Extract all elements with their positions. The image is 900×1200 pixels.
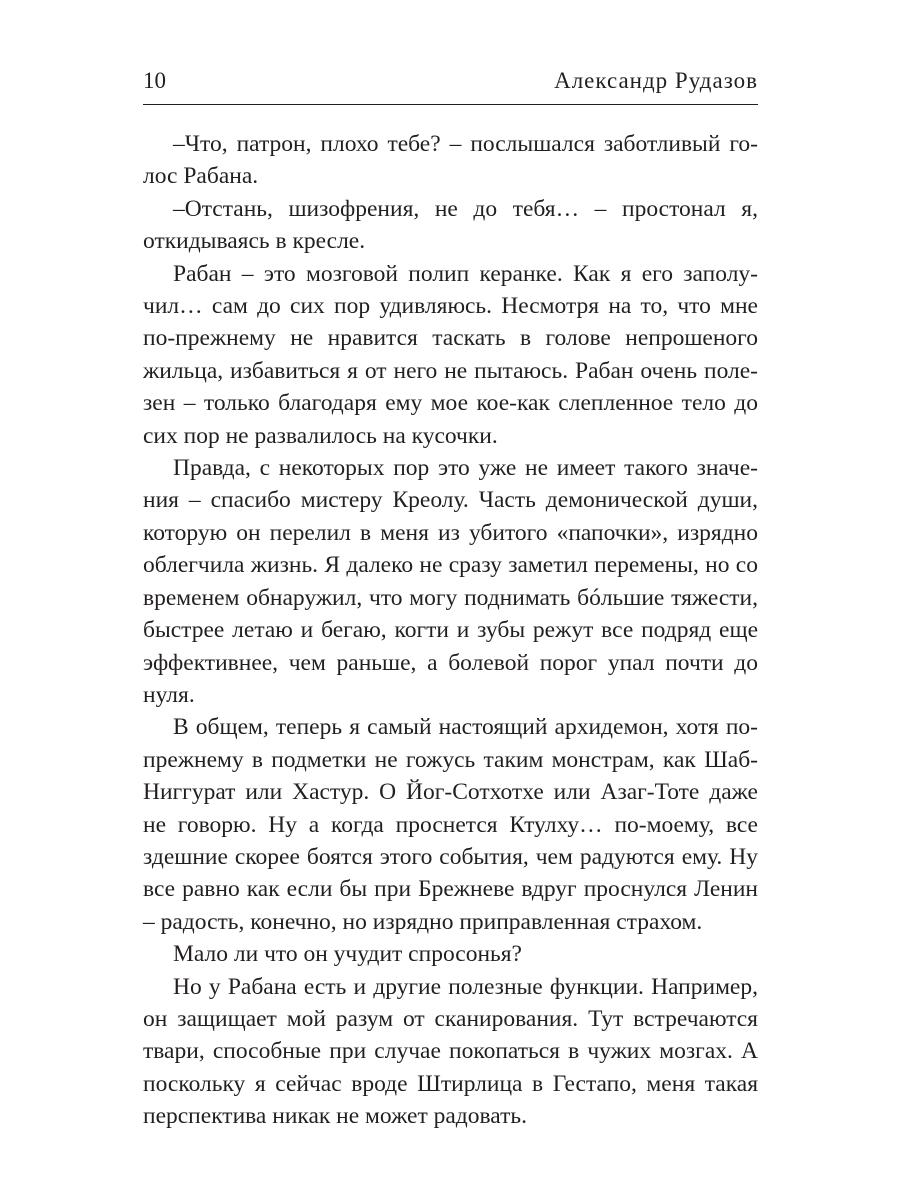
paragraph: Рабан – это мозговой полип керанке. Как я его заполучил… сам до сих пор удивляюсь. Несмотря на то, что мне по-прежнему не нравится таскать в голове непрошеного жильца, избавиться я от него не пытаюсь. Рабан очень полезен – только благодаря ему мое кое-как слепленное тело до сих пор не развалилось на кусочки. [143, 260, 758, 449]
paragraph: В общем, теперь я самый настоящий архидемон, хотя по-прежнему в подметки не гожусь таким монстрам, как Шаб-Ниггурат или Хастур. О Йог-Сотхотхе или Азаг-Тоте даже не говорю. Ну а когда проснется Ктулху… по-моему, все здешние скорее боятся этого события, чем радуются ему. Ну все равно как если бы при Брежневе вдруг проснулся Ленин – радость, конечно, но изрядно приправленная страхом. [143, 714, 758, 935]
paragraph: Правда, с некоторых пор это уже не имеет такого значения – спасибо мистеру Креолу. Часть демонической души, которую он перелил в меня из убитого «папочки», изрядно облегчила жизнь. Я далеко не сразу заметил перемены, но со временем обнаружил, что могу поднимать бóльшие тяжести, быстрее летаю и бегаю, когти и зубы режут все подряд еще эффективнее, чем раньше, а болевой порог упал почти до нуля. [143, 455, 758, 708]
header-rule [143, 104, 758, 105]
paragraph: –Отстань, шизофрения, не до тебя… – простонал я, откидываясь в кресле. [143, 195, 758, 255]
page-number: 10 [143, 68, 166, 93]
body-text [143, 128, 758, 1133]
paragraph: Мало ли что он учудит спросонья? [173, 941, 522, 968]
paragraph: Но у Рабана есть и другие полезные функции. Например, он защищает мой разум от сканирования. Тут встречаются твари, способные при случае покопаться в чужих мозгах. А поскольку я сейчас вроде Штирлица в Гестапо, меня такая перспектива никак не может радовать. [143, 973, 758, 1130]
page-header [143, 66, 758, 102]
paragraph: –Что, патрон, плохо тебе? – послышался заботливый голос Рабана. [143, 131, 758, 190]
running-title-author: Александр Рудазов [554, 68, 758, 93]
